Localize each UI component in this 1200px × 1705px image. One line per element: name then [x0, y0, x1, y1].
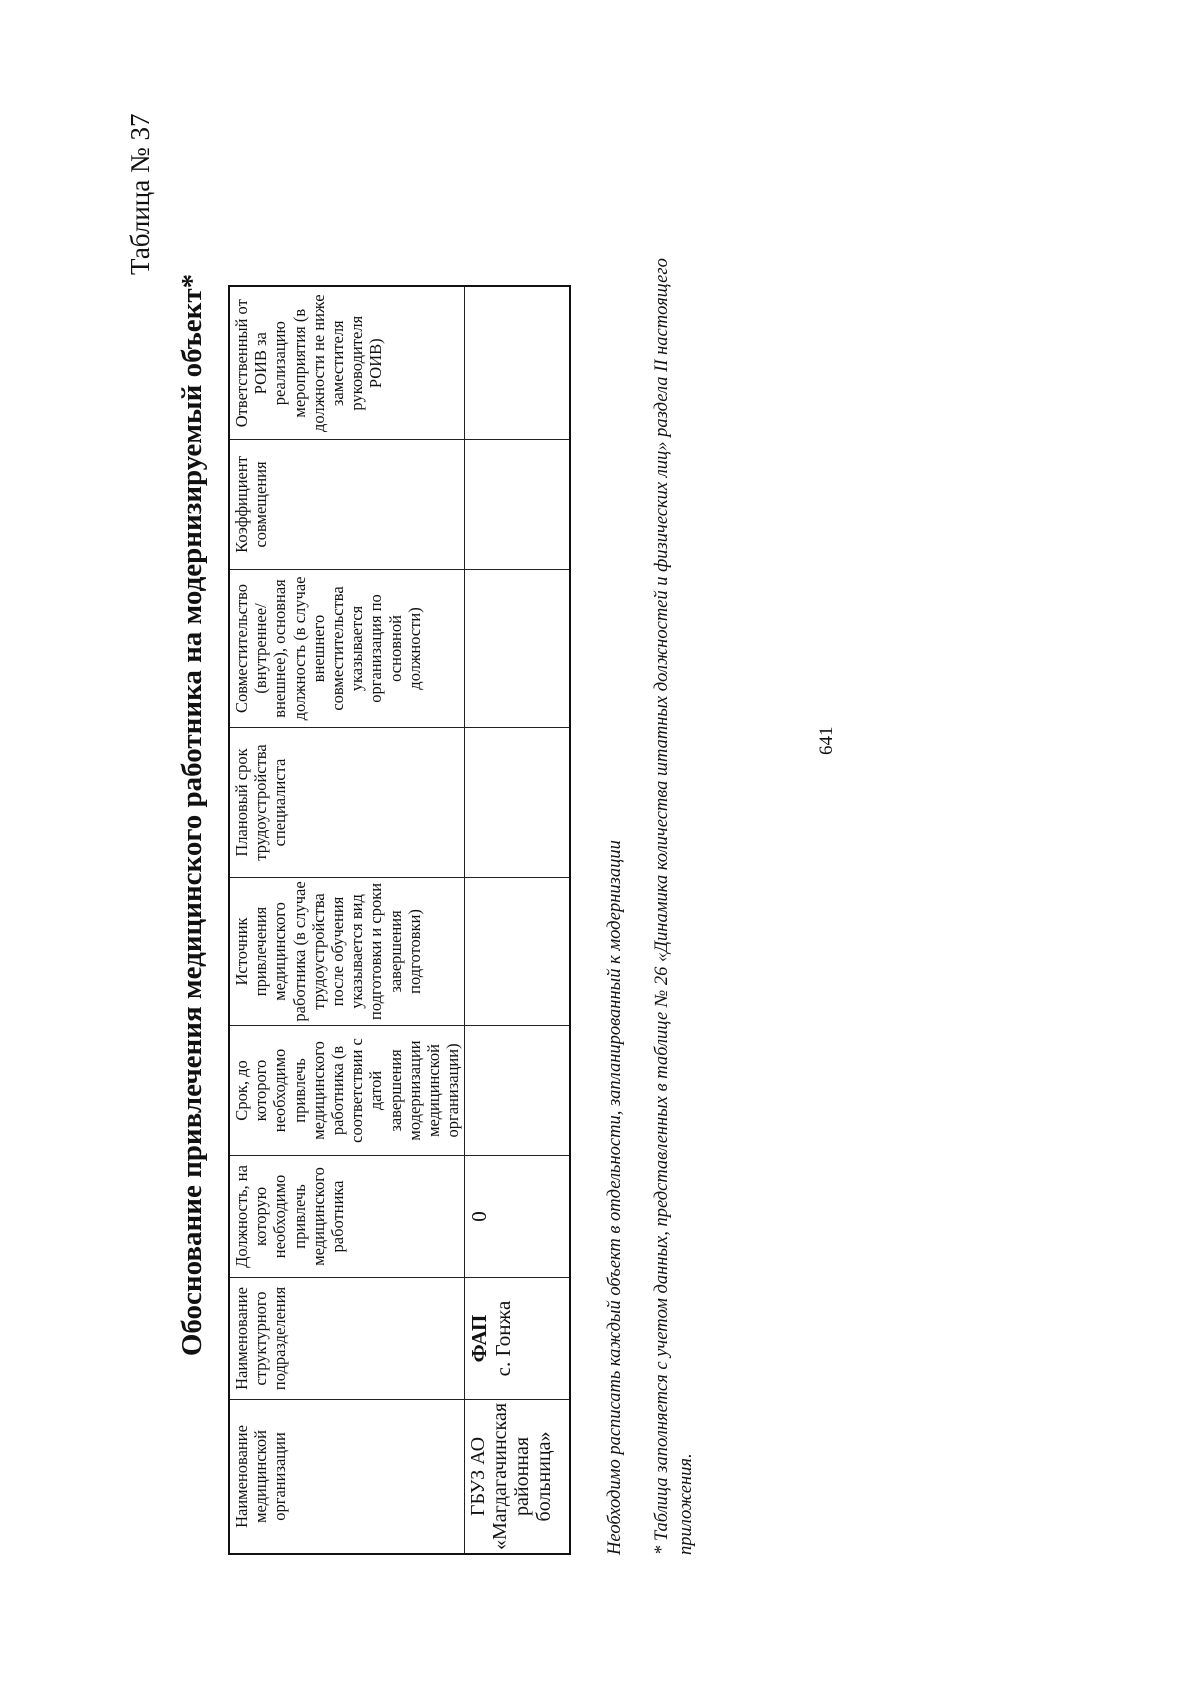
cell-position: 0: [465, 1155, 571, 1277]
header-source: Источник привлечения медицинского работника (в случае трудоустройства после обучения указывается вид подготовки и сроки завершения подготовки): [229, 877, 465, 1025]
department-place: с. Гонжа: [491, 1300, 516, 1377]
cell-combination: [465, 569, 571, 727]
table-header-row: [229, 286, 465, 1554]
cell-responsible: [465, 286, 571, 439]
cell-coefficient: [465, 439, 571, 569]
table-row: [465, 286, 571, 1554]
department-type: ФАП: [467, 1314, 492, 1363]
table-number: Таблица № 37: [125, 113, 155, 275]
header-planned-date: Плановый срок трудоустройства специалиста: [229, 727, 465, 877]
header-combination: Совместительство (внутреннее/ внешнее), основная должность (в случае внешнего совместительства указывается организация по основной должности): [229, 569, 465, 727]
cell-deadline: [465, 1025, 571, 1155]
header-deadline: Срок, до которого необходимо привлечь медицинского работника (в соответствии с датой завершения модернизации медицинской организации): [229, 1025, 465, 1155]
header-organization: Наименование медицинской организации: [229, 1399, 465, 1554]
header-position: Должность, на которую необходимо привлечь медицинского работника: [229, 1155, 465, 1277]
justification-table: [228, 285, 571, 1555]
header-department: Наименование структурного подразделения: [229, 1277, 465, 1399]
cell-department: [465, 1277, 571, 1399]
header-responsible: Ответственный от РОИВ за реализацию мероприятия (в должности не ниже заместителя руководителя РОИВ): [229, 286, 465, 439]
cell-organization: ГБУЗ АО «Магдагачинская районная больница»: [465, 1399, 571, 1554]
header-coefficient: Коэффициент совмещения: [229, 439, 465, 569]
document-title: Обоснование привлечения медицинского работника на модернизируемый объект*: [176, 273, 208, 1357]
cell-source: [465, 877, 571, 1025]
note-text: Необходимо расписать каждый объект в отдельности, запланированный к модернизации: [605, 840, 625, 1555]
footnote-text: * Таблица заполняется с учетом данных, представленных в таблице № 26 «Динамика количества штатных должностей и физических лиц» раздела II настоящего приложения.: [652, 258, 696, 1555]
cell-planned-date: [465, 727, 571, 877]
page-number: 641: [816, 726, 837, 755]
